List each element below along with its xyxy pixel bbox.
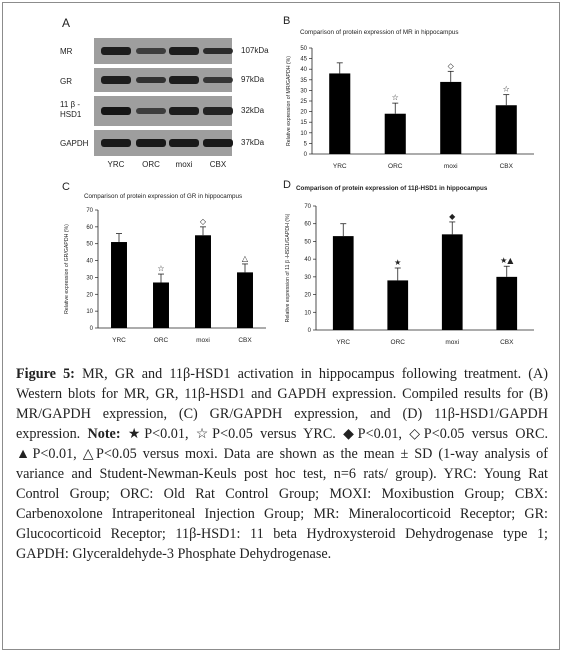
- x-tick-label: ORC: [390, 339, 405, 346]
- y-tick-label: 0: [89, 326, 93, 332]
- x-tick-label: YRC: [112, 337, 126, 344]
- significance-marker: ◆: [449, 211, 456, 221]
- blot-band: [169, 76, 199, 84]
- y-tick-label: 40: [300, 67, 307, 74]
- blot-band: [101, 47, 131, 55]
- x-tick-label: moxi: [196, 337, 210, 344]
- chart-gr: [58, 176, 278, 351]
- significance-marker: △: [241, 253, 249, 263]
- y-tick-label: 15: [300, 120, 307, 127]
- significance-marker: ☆: [502, 84, 510, 94]
- y-tick-label: 50: [304, 239, 311, 246]
- significance-marker: ◇: [199, 216, 207, 226]
- y-tick-label: 60: [86, 224, 93, 231]
- y-tick-label: 30: [86, 275, 93, 282]
- x-tick-label: YRC: [332, 163, 347, 170]
- blot-band: [136, 108, 166, 114]
- y-tick-label: 50: [86, 241, 93, 248]
- bar: [387, 280, 408, 330]
- y-tick-label: 45: [300, 56, 307, 63]
- blot-band: [101, 76, 131, 84]
- y-axis-label: Relative expression of GR/GAPDH (%): [64, 224, 70, 314]
- y-tick-label: 5: [303, 141, 307, 148]
- y-axis-label: Relative expression of MR/GAPDH (%): [286, 56, 292, 146]
- bar: [329, 73, 350, 154]
- chart-title: Comparison of protein expression of 11β-HSD1 in hippocampus: [296, 185, 488, 192]
- blot-band: [169, 139, 199, 147]
- x-tick-label: moxi: [443, 163, 458, 170]
- bar: [333, 236, 354, 330]
- bar: [195, 235, 211, 328]
- note-text: ★P<0.01, ☆P<0.05 versus YRC. ◆P<0.01, ◇P<0.05 versus ORC. ▲P<0.01, △P<0.05 versus moxi. Data are shown as the mean ± SD (1-way analysis of variance and Student-Newman-Keuls post hoc test, n=6 rats/ group). YRC: Young Rat Control Group; ORC: Old Rat Control Group; MOXI: Moxibustion Group; CBX: Carbenoxolone Intraperitoneal Injection Group; MR: Mineralocorticoid Receptor; GR: Glucocorticoid Receptor; 11β-HSD1: 11 beta Hydroxysteroid Dehydrogenase type 1; GAPDH: Glyceraldehyde-3 Phosphate Dehydrogenase.: [16, 426, 548, 562]
- y-tick-label: 30: [304, 274, 311, 281]
- y-tick-label: 20: [86, 292, 93, 299]
- blot-band: [136, 77, 166, 84]
- blot-band: [203, 107, 233, 114]
- figure-caption: [16, 364, 548, 564]
- bar: [385, 114, 406, 154]
- blot-lane-label: CBX: [209, 160, 227, 169]
- x-tick-label: CBX: [238, 337, 252, 344]
- chart-11bhsd1: [280, 176, 552, 351]
- y-tick-label: 50: [300, 46, 307, 52]
- blot-row-label: 11 β -: [60, 100, 81, 109]
- y-tick-label: 10: [300, 130, 307, 137]
- x-tick-label: YRC: [336, 339, 351, 346]
- panel-label-a: A: [62, 16, 71, 30]
- y-tick-label: 40: [86, 258, 93, 265]
- x-tick-label: ORC: [153, 337, 169, 344]
- bar: [496, 277, 517, 330]
- y-tick-label: 60: [304, 221, 311, 228]
- blot-size-label: 107kDa: [241, 46, 269, 55]
- significance-marker: ◇: [447, 61, 454, 71]
- blot-band: [136, 48, 166, 54]
- y-tick-label: 10: [304, 310, 311, 317]
- chart-title: Comparison of protein expression of GR in hippocampus: [84, 193, 243, 200]
- blot-row-label: GAPDH: [60, 139, 89, 148]
- chart-mr: [280, 14, 552, 174]
- y-tick-label: 70: [86, 208, 93, 214]
- bar: [496, 105, 517, 154]
- x-tick-label: CBX: [499, 163, 513, 170]
- x-tick-label: ORC: [388, 163, 403, 170]
- y-tick-label: 10: [86, 309, 93, 316]
- blot-row-label: MR: [60, 47, 73, 56]
- significance-marker: ★: [394, 258, 402, 267]
- blot-band: [203, 48, 233, 55]
- blot-band: [203, 139, 233, 147]
- bar: [153, 282, 169, 328]
- bar: [111, 242, 127, 328]
- blot-lane-label: YRC: [107, 160, 125, 169]
- figure-label: Figure 5:: [16, 366, 75, 382]
- chart-title: Comparison of protein expression of MR in hippocampus: [300, 29, 459, 36]
- x-tick-label: CBX: [500, 339, 514, 346]
- blot-band: [101, 139, 131, 147]
- significance-marker: ★▲: [500, 256, 514, 266]
- y-tick-label: 25: [300, 99, 307, 105]
- bar: [237, 272, 253, 328]
- y-tick-label: 20: [304, 292, 311, 299]
- blot-lane-label: ORC: [142, 160, 160, 169]
- blot-lane-label: moxi: [175, 160, 193, 169]
- note-label: Note:: [87, 426, 121, 442]
- blot-size-label: 97kDa: [241, 75, 265, 84]
- blot-row-label-line2: HSD1: [60, 110, 82, 119]
- y-tick-label: 0: [307, 328, 311, 334]
- blot-size-label: 37kDa: [241, 138, 265, 147]
- panel-label: B: [283, 15, 291, 27]
- bar: [442, 234, 463, 330]
- blot-band: [169, 107, 199, 115]
- significance-marker: ☆: [157, 264, 165, 274]
- panel-label: C: [62, 181, 70, 193]
- caption-text: MR, GR and 11β-HSD1 activation in hippocampus following treatment. (A) Western blots for MR, GR, 11β-HSD1 and GAPDH expression. Compiled results for (B) MR/GAPDH expression, (C) GR/GAPDH expression, and (D) 11β-HSD1/GAPDH expression.: [16, 366, 548, 442]
- blot-band: [169, 47, 199, 55]
- blot-band: [136, 139, 166, 147]
- y-axis-label: Relative expression of 11 β -HSD1/GAPDH (%): [285, 213, 291, 323]
- blot-band: [101, 107, 131, 115]
- blot-size-label: 32kDa: [241, 106, 265, 115]
- y-tick-label: 30: [300, 88, 307, 95]
- y-tick-label: 40: [304, 257, 311, 264]
- bar: [440, 82, 461, 154]
- blot-row-label: GR: [60, 77, 72, 86]
- significance-marker: ☆: [391, 93, 399, 103]
- blot-band: [203, 77, 233, 83]
- y-tick-label: 20: [300, 109, 307, 116]
- x-tick-label: moxi: [445, 339, 460, 346]
- y-tick-label: 35: [300, 77, 307, 84]
- y-tick-label: 70: [304, 204, 311, 210]
- panel-label: D: [283, 179, 291, 191]
- y-tick-label: 0: [303, 152, 307, 158]
